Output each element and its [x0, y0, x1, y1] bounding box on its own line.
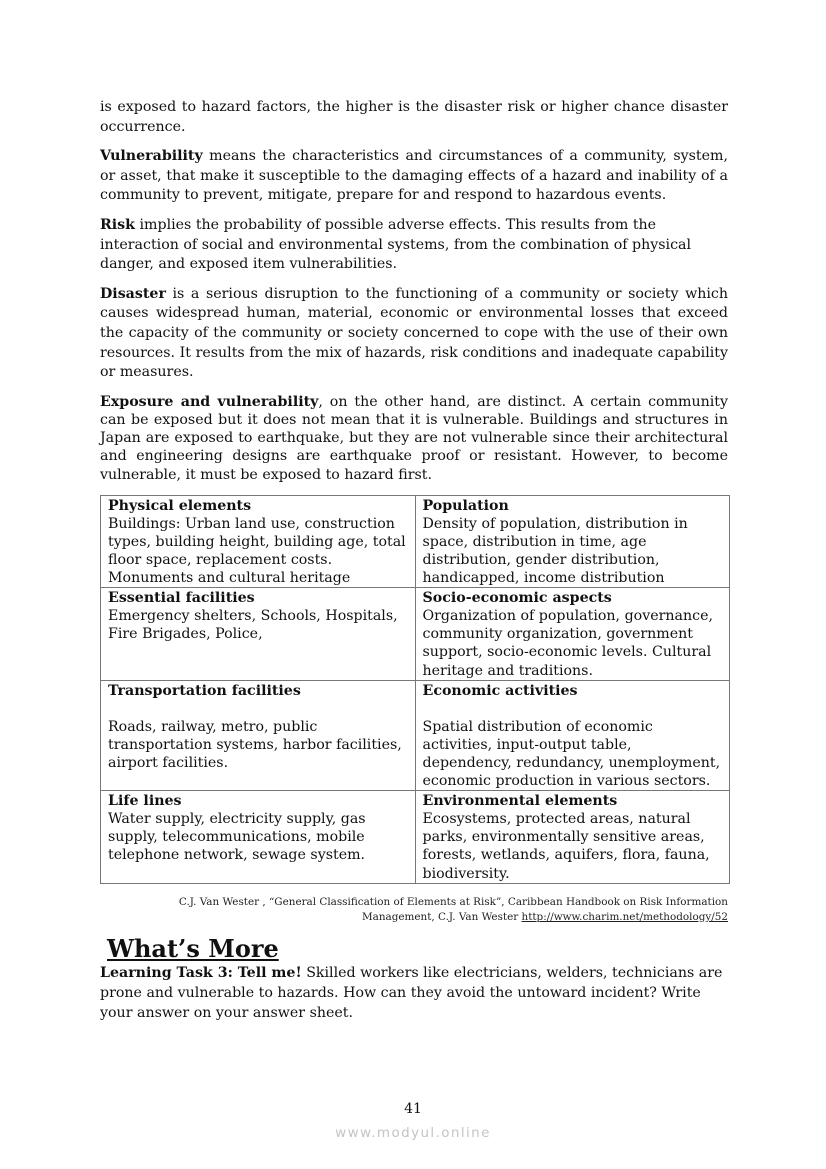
cell-title: Environmental elements: [422, 793, 618, 810]
cell-title: Essential facilities: [108, 590, 255, 607]
cell-spacer: [108, 700, 409, 718]
cell-spacer: [423, 700, 724, 718]
cell-title: Transportation facilities: [108, 682, 301, 699]
task-text: Skilled workers like electricians, welders, technicians are prone and vulnerable to hazards. How can they avoid the untoward incident? Write your answer on your answer sheet.: [100, 964, 723, 1021]
definition-vulnerability-text: means the characteristics and circumstances of a community, system, or asset, that make it susceptible to the damaging effects of a hazard and inability of a community to prevent, mitigate, prepare for and respond to hazardous events.: [100, 148, 728, 204]
cell-title: Socio-economic aspects: [422, 590, 612, 607]
whats-more-heading: What’s More: [107, 933, 279, 963]
intro-continuation: is exposed to hazard factors, the higher is the disaster risk or higher chance disaster occurrence.: [100, 99, 728, 135]
cell-body: Water supply, electricity supply, gas supply, telecommunications, mobile telephone network, sewage system.: [108, 811, 366, 864]
table-row: [101, 588, 730, 680]
cell-body: Buildings: Urban land use, construction types, building height, building age, total floor space, replacement costs.: [108, 515, 406, 569]
table-row: [101, 680, 730, 790]
table-citation: [100, 895, 728, 925]
table-cell-socio-economic: [415, 588, 730, 680]
cell-body: Organization of population, governance, community organization, government support, socio-economic levels. Cultural heritage and traditions.: [422, 608, 713, 679]
page-content: [100, 98, 728, 1023]
learning-task-3: [100, 963, 728, 1023]
cell-title: Physical elements: [108, 497, 252, 514]
definition-exposure-text: , on the other hand, are distinct. A certain community can be exposed but it does not mean that it is vulnerable. Buildings and structures in Japan are exposed to earthquake, but they are not vulnerable since their architectural and engineering designs are earthquake proof or resistant. However, to become vulnerable, it must be exposed to hazard first.: [100, 393, 728, 483]
cell-body: Spatial distribution of economic activities, input-output table, dependency, redundancy, unemployment, economic production in various sectors.: [422, 718, 721, 790]
cell-title: Population: [422, 497, 509, 514]
cell-title: Life lines: [108, 793, 182, 810]
citation-link[interactable]: http://www.charim.net/methodology/52: [521, 910, 728, 923]
definition-risk: [100, 216, 728, 275]
table-cell-population: [415, 495, 730, 587]
term-exposure: Exposure and vulnerability: [100, 393, 319, 410]
table-cell-life-lines: [101, 791, 416, 883]
elements-at-risk-table: [100, 495, 730, 884]
table-cell-physical-elements: [101, 495, 416, 587]
table-row: [101, 495, 730, 587]
cell-body: Ecosystems, protected areas, natural parks, environmentally sensitive areas, forests, wetlands, aquifers, flora, fauna, biodiversity.: [422, 811, 710, 882]
page-number: 41: [404, 1101, 422, 1117]
table-cell-essential-facilities: [101, 588, 416, 680]
table-row: [101, 791, 730, 883]
definition-exposure: [100, 393, 728, 484]
table-cell-environmental: [415, 791, 730, 883]
definition-disaster-text: is a serious disruption to the functioning of a community or society which causes widespread human, material, economic or environmental losses that exceed the capacity of the community or society concerned to cope with the use of their own resources. It results from the mix of hazards, risk conditions and inadequate capability or measures.: [100, 285, 728, 381]
table-cell-economic-activities: [415, 680, 730, 790]
cell-title: Economic activities: [422, 682, 578, 699]
term-vulnerability: Vulnerability: [100, 148, 203, 165]
task-label: Learning Task 3: Tell me!: [100, 964, 302, 981]
watermark: www.modyul.online: [335, 1125, 491, 1141]
cell-body-extra: Monuments and cultural heritage: [108, 570, 351, 587]
cell-body: Roads, railway, metro, public transportation systems, harbor facilities, airport facilities.: [108, 718, 402, 771]
citation-line-1: C.J. Van Wester , “General Classification of Elements at Risk”, Caribbean Handbook on Risk Information: [178, 895, 728, 908]
definition-risk-text: implies the probability of possible adverse effects. This results from the interaction of social and environmental systems, from the combination of physical danger, and exposed item vulnerabilities.: [100, 216, 692, 273]
citation-line-2: [100, 910, 728, 925]
citation-line-2-prefix: Management, C.J. Van Wester: [362, 910, 522, 923]
term-risk: Risk: [100, 216, 135, 233]
term-disaster: Disaster: [100, 285, 166, 302]
cell-body: Density of population, distribution in space, distribution in time, age distribution, gender distribution, handicapped, income distribution: [422, 515, 688, 587]
definition-vulnerability: [100, 147, 728, 206]
definition-disaster: [100, 285, 728, 383]
table-cell-transportation: [101, 680, 416, 790]
cell-body: Emergency shelters, Schools, Hospitals, Fire Brigades, Police,: [108, 608, 398, 643]
